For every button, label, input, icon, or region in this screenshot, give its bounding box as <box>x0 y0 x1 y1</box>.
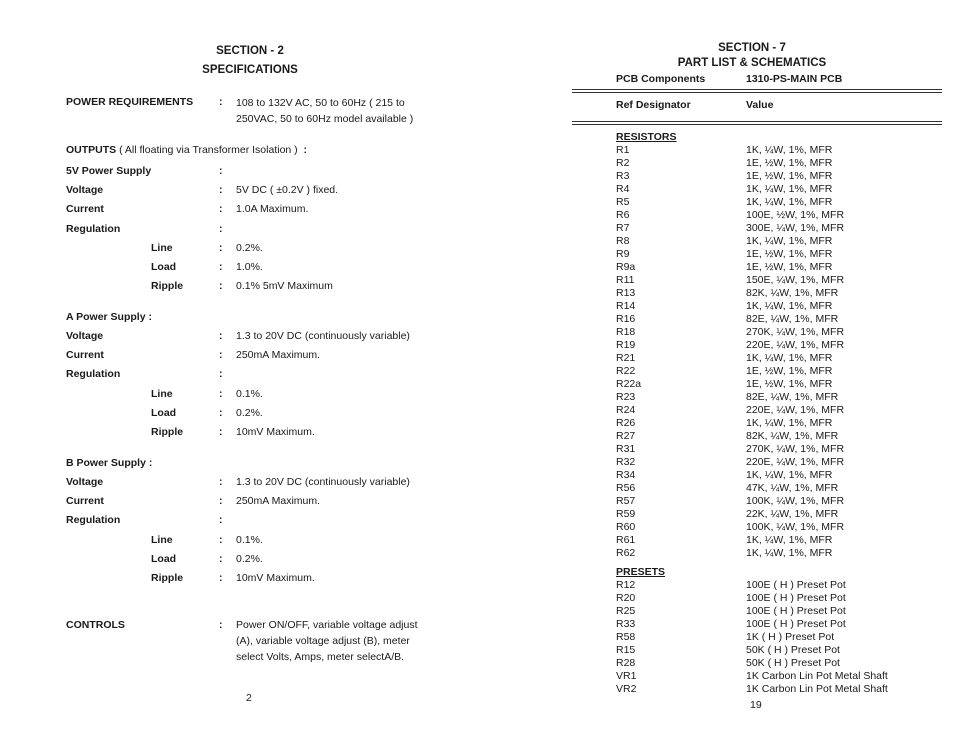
load-label: Load <box>151 553 177 565</box>
outputs-label: OUTPUTS <box>66 144 117 156</box>
part-value: 1K, ¼W, 1%, MFR <box>746 547 833 559</box>
colon: : <box>219 619 223 631</box>
part-row <box>616 235 946 248</box>
regulation-label: Regulation <box>66 223 121 235</box>
part-row <box>616 443 946 456</box>
ref-designator: R7 <box>616 222 630 234</box>
ref-designator: R21 <box>616 352 636 364</box>
current-value: 250mA Maximum. <box>236 495 321 507</box>
colon: : <box>300 144 308 156</box>
line-value: 0.1%. <box>236 534 263 546</box>
ref-designator: R62 <box>616 547 636 559</box>
ref-designator: R57 <box>616 495 636 507</box>
part-value: 270K, ¼W, 1%, MFR <box>746 443 845 455</box>
part-row <box>616 339 946 352</box>
value-header: Value <box>746 99 774 111</box>
part-row <box>616 657 946 670</box>
power-value: 108 to 132V AC, 50 to 60Hz ( 215 to 250VAC, 50 to 60Hz model available ) <box>236 97 414 125</box>
colon: : <box>219 407 223 419</box>
presets-list <box>616 579 946 696</box>
ref-designator: R16 <box>616 313 636 325</box>
part-row <box>616 430 946 443</box>
colon: : <box>219 280 223 292</box>
load-value: 0.2%. <box>236 407 263 419</box>
ref-designator: R12 <box>616 579 636 591</box>
colon: : <box>219 261 223 273</box>
part-value: 82K, ¼W, 1%, MFR <box>746 287 839 299</box>
part-row <box>616 157 946 170</box>
part-row <box>616 274 946 287</box>
part-value: 100E ( H ) Preset Pot <box>746 618 846 630</box>
line-value: 0.1%. <box>236 388 263 400</box>
part-value: 82E, ¼W, 1%, MFR <box>746 391 839 403</box>
ref-header: Ref Designator <box>616 99 691 111</box>
part-row <box>616 579 946 592</box>
part-row <box>616 482 946 495</box>
ref-designator: R20 <box>616 592 636 604</box>
regulation-label: Regulation <box>66 368 121 380</box>
parts-list <box>616 131 946 696</box>
part-row <box>616 313 946 326</box>
ripple-label: Ripple <box>151 572 184 584</box>
colon: : <box>219 426 223 438</box>
part-row <box>616 326 946 339</box>
current-label: Current <box>66 349 104 361</box>
ref-designator: R33 <box>616 618 636 630</box>
line-value: 0.2%. <box>236 242 263 254</box>
controls-label: CONTROLS <box>66 619 125 631</box>
section-title: SPECIFICATIONS <box>202 64 298 76</box>
part-row <box>616 618 946 631</box>
ref-designator: VR1 <box>616 670 637 682</box>
part-value: 1E, ½W, 1%, MFR <box>746 170 833 182</box>
voltage-label: Voltage <box>66 330 104 342</box>
section-number: SECTION - 7 <box>718 42 786 54</box>
colon: : <box>219 368 223 380</box>
load-label: Load <box>151 261 177 273</box>
voltage-value: 1.3 to 20V DC (continuously variable) <box>236 476 410 488</box>
ref-designator: R9 <box>616 248 630 260</box>
ref-designator: R23 <box>616 391 636 403</box>
load-value: 0.2%. <box>236 553 263 565</box>
ref-designator: R19 <box>616 339 636 351</box>
part-row <box>616 469 946 482</box>
supply-b-title: B Power Supply : <box>66 457 153 469</box>
ref-designator: R8 <box>616 235 630 247</box>
ref-designator: R25 <box>616 605 636 617</box>
part-value: 50K ( H ) Preset Pot <box>746 644 840 656</box>
part-row <box>616 683 946 696</box>
colon: : <box>219 184 223 196</box>
part-row <box>616 261 946 274</box>
resistors-list <box>616 144 946 560</box>
part-row <box>616 196 946 209</box>
part-value: 1K Carbon Lin Pot Metal Shaft <box>746 670 888 682</box>
part-value: 220E, ¼W, 1%, MFR <box>746 339 845 351</box>
ref-designator: R9a <box>616 261 636 273</box>
part-value: 220E, ¼W, 1%, MFR <box>746 404 845 416</box>
part-row <box>616 605 946 618</box>
part-value: 1K, ¼W, 1%, MFR <box>746 352 833 364</box>
regulation-label: Regulation <box>66 514 121 526</box>
section-title: PART LIST & SCHEMATICS <box>677 57 827 69</box>
section-number: SECTION - 2 <box>216 45 284 57</box>
load-value: 1.0%. <box>236 261 263 273</box>
part-row <box>616 391 946 404</box>
ref-designator: R3 <box>616 170 630 182</box>
divider <box>572 121 942 125</box>
part-row <box>616 287 946 300</box>
voltage-value: 5V DC ( ±0.2V ) fixed. <box>236 184 339 196</box>
part-value: 150E, ¼W, 1%, MFR <box>746 274 845 286</box>
colon: : <box>219 534 223 546</box>
part-value: 270K, ¼W, 1%, MFR <box>746 326 845 338</box>
part-value: 1K ( H ) Preset Pot <box>746 631 835 643</box>
colon: : <box>219 349 223 361</box>
ref-designator: R26 <box>616 417 636 429</box>
ref-designator: R31 <box>616 443 636 455</box>
current-value: 1.0A Maximum. <box>236 203 309 215</box>
part-value: 1K, ¼W, 1%, MFR <box>746 534 833 546</box>
ref-designator: R32 <box>616 456 636 468</box>
part-row <box>616 670 946 683</box>
page-number: 19 <box>750 699 762 711</box>
part-value: 1E, ½W, 1%, MFR <box>746 248 833 260</box>
part-row <box>616 456 946 469</box>
colon: : <box>219 330 223 342</box>
ref-designator: R34 <box>616 469 636 481</box>
colon: : <box>219 495 223 507</box>
part-value: 1E, ½W, 1%, MFR <box>746 365 833 377</box>
pcb-value: 1310-PS-MAIN PCB <box>746 73 843 85</box>
part-row <box>616 631 946 644</box>
part-value: 1E, ½W, 1%, MFR <box>746 157 833 169</box>
part-row <box>616 534 946 547</box>
presets-heading: PRESETS <box>616 566 666 578</box>
line-label: Line <box>151 388 173 400</box>
part-row <box>616 209 946 222</box>
part-row <box>616 365 946 378</box>
line-label: Line <box>151 242 173 254</box>
part-value: 1K, ¼W, 1%, MFR <box>746 144 833 156</box>
ref-designator: R24 <box>616 404 636 416</box>
pcb-label: PCB Components <box>616 73 706 85</box>
ripple-value: 10mV Maximum. <box>236 572 315 584</box>
voltage-value: 1.3 to 20V DC (continuously variable) <box>236 330 410 342</box>
part-row <box>616 300 946 313</box>
load-label: Load <box>151 407 177 419</box>
part-value: 1K Carbon Lin Pot Metal Shaft <box>746 683 888 695</box>
part-value: 100E ( H ) Preset Pot <box>746 592 846 604</box>
current-value: 250mA Maximum. <box>236 349 321 361</box>
ref-designator: R15 <box>616 644 636 656</box>
part-row <box>616 521 946 534</box>
part-value: 1K, ¼W, 1%, MFR <box>746 417 833 429</box>
outputs-heading <box>66 144 307 156</box>
ref-designator: R56 <box>616 482 636 494</box>
voltage-label: Voltage <box>66 184 104 196</box>
power-label: POWER REQUIREMENTS <box>66 96 194 108</box>
part-value: 1E, ½W, 1%, MFR <box>746 378 833 390</box>
part-value: 1K, ¼W, 1%, MFR <box>746 300 833 312</box>
part-value: 50K ( H ) Preset Pot <box>746 657 840 669</box>
colon: : <box>219 96 223 108</box>
ref-designator: R1 <box>616 144 630 156</box>
ref-designator: R2 <box>616 157 630 169</box>
part-value: 220E, ¼W, 1%, MFR <box>746 456 845 468</box>
ref-designator: R22a <box>616 378 642 390</box>
colon: : <box>219 203 223 215</box>
part-row <box>616 592 946 605</box>
part-row <box>616 495 946 508</box>
ripple-label: Ripple <box>151 280 184 292</box>
part-row <box>616 248 946 261</box>
part-row <box>616 644 946 657</box>
part-value: 100E, ½W, 1%, MFR <box>746 209 845 221</box>
ripple-value: 10mV Maximum. <box>236 426 315 438</box>
resistors-heading: RESISTORS <box>616 131 677 143</box>
ref-designator: R18 <box>616 326 636 338</box>
part-value: 1E, ½W, 1%, MFR <box>746 261 833 273</box>
part-row <box>616 508 946 521</box>
part-value: 1K, ¼W, 1%, MFR <box>746 196 833 208</box>
part-row <box>616 183 946 196</box>
part-row <box>616 404 946 417</box>
part-row <box>616 352 946 365</box>
ref-designator: R28 <box>616 657 636 669</box>
part-row <box>616 144 946 157</box>
part-value: 100E ( H ) Preset Pot <box>746 579 846 591</box>
ref-designator: R14 <box>616 300 636 312</box>
voltage-label: Voltage <box>66 476 104 488</box>
part-row <box>616 417 946 430</box>
ref-designator: R27 <box>616 430 636 442</box>
colon: : <box>219 165 223 177</box>
colon: : <box>219 514 223 526</box>
ref-designator: R59 <box>616 508 636 520</box>
ref-designator: R11 <box>616 274 635 286</box>
part-value: 100K, ¼W, 1%, MFR <box>746 521 845 533</box>
ref-designator: R58 <box>616 631 636 643</box>
part-value: 100E ( H ) Preset Pot <box>746 605 846 617</box>
divider <box>572 89 942 93</box>
part-row <box>616 222 946 235</box>
controls-value: Power ON/OFF, variable voltage adjust (A), variable voltage adjust (B), meter select Volts, Amps, meter selectA/B. <box>236 619 418 663</box>
ref-designator: R60 <box>616 521 636 533</box>
current-label: Current <box>66 495 104 507</box>
ref-designator: VR2 <box>616 683 637 695</box>
part-value: 300E, ¼W, 1%, MFR <box>746 222 845 234</box>
colon: : <box>219 223 223 235</box>
part-value: 82K, ¼W, 1%, MFR <box>746 430 839 442</box>
ref-designator: R5 <box>616 196 630 208</box>
part-value: 1K, ¼W, 1%, MFR <box>746 183 833 195</box>
part-value: 47K, ¼W, 1%, MFR <box>746 482 839 494</box>
line-label: Line <box>151 534 173 546</box>
outputs-note: ( All floating via Transformer Isolation ) <box>119 144 298 156</box>
ripple-label: Ripple <box>151 426 184 438</box>
part-value: 1K, ¼W, 1%, MFR <box>746 235 833 247</box>
colon: : <box>219 476 223 488</box>
page-number: 2 <box>246 692 252 704</box>
part-value: 100K, ¼W, 1%, MFR <box>746 495 845 507</box>
colon: : <box>219 572 223 584</box>
ripple-value: 0.1% 5mV Maximum <box>236 280 333 292</box>
part-row <box>616 547 946 560</box>
current-label: Current <box>66 203 104 215</box>
ref-designator: R4 <box>616 183 630 195</box>
supply-a-title: A Power Supply : <box>66 311 152 323</box>
part-row <box>616 170 946 183</box>
ref-designator: R6 <box>616 209 630 221</box>
colon: : <box>219 388 223 400</box>
part-value: 82E, ¼W, 1%, MFR <box>746 313 839 325</box>
ref-designator: R22 <box>616 365 636 377</box>
supply-5v-title: 5V Power Supply <box>66 165 152 177</box>
part-row <box>616 378 946 391</box>
part-value: 1K, ¼W, 1%, MFR <box>746 469 833 481</box>
part-value: 22K, ¼W, 1%, MFR <box>746 508 839 520</box>
ref-designator: R61 <box>616 534 636 546</box>
colon: : <box>219 553 223 565</box>
ref-designator: R13 <box>616 287 636 299</box>
colon: : <box>219 242 223 254</box>
